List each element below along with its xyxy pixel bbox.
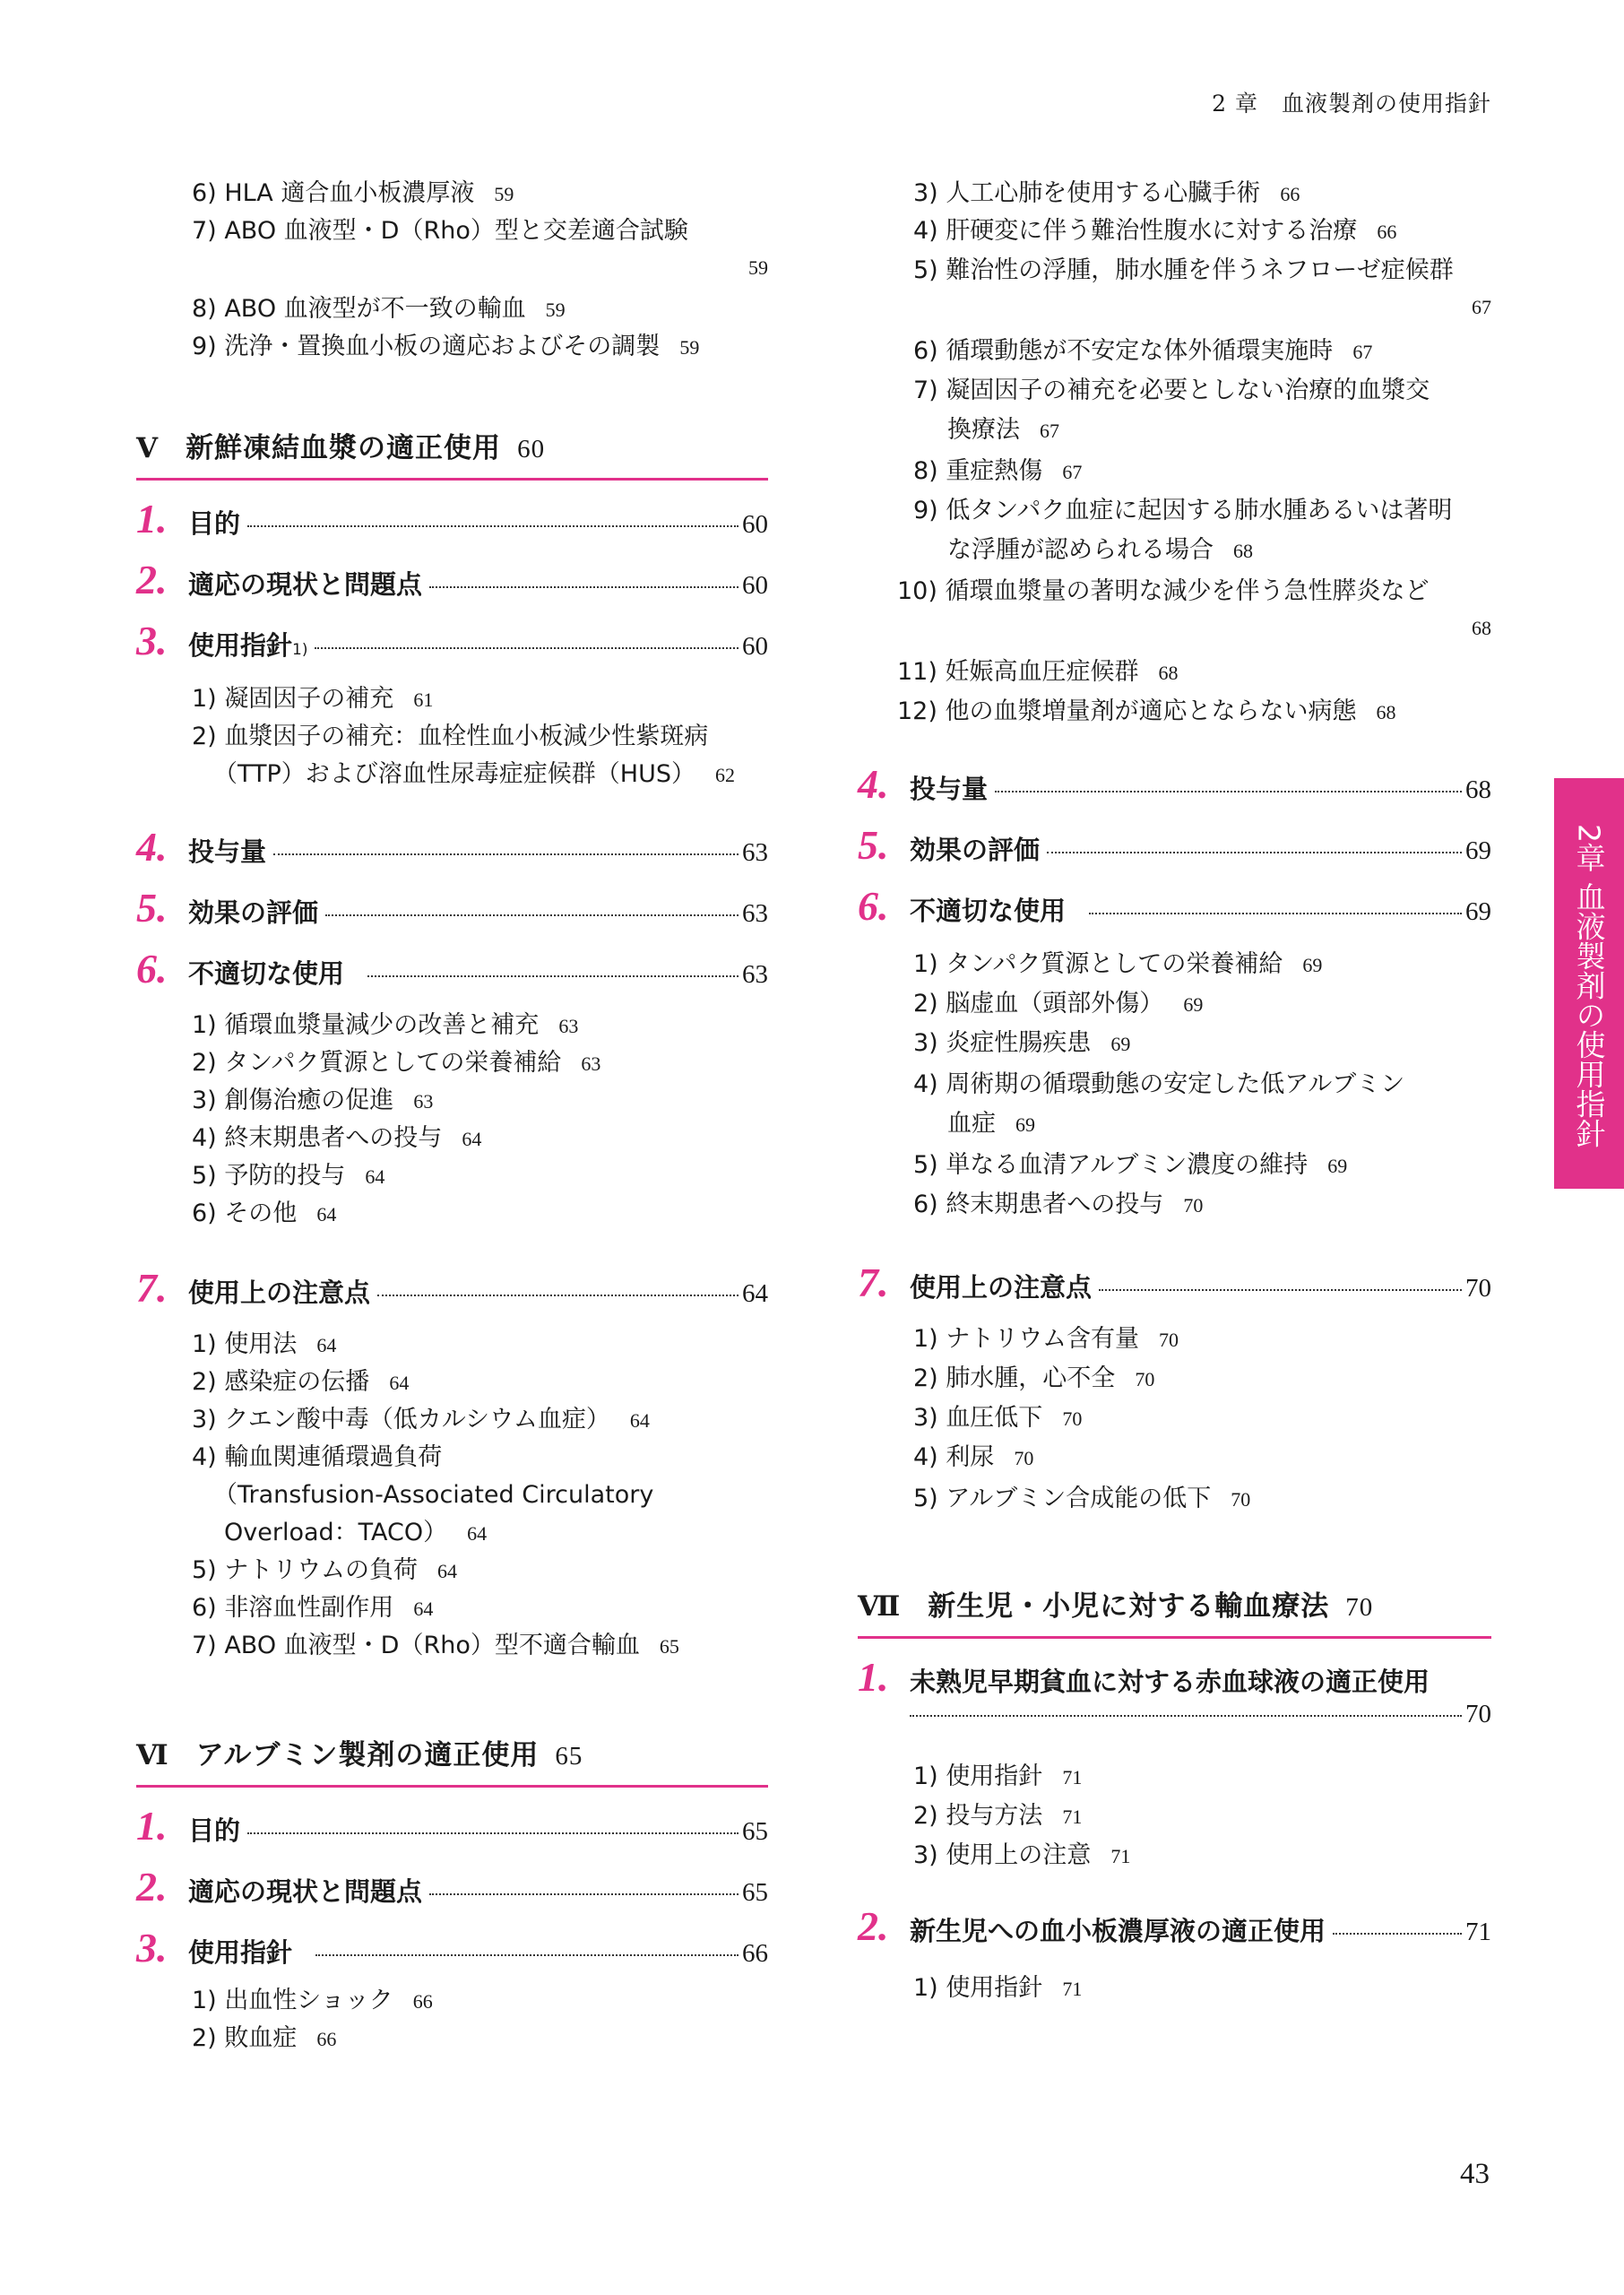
leader-dots bbox=[247, 525, 739, 527]
toc-item[interactable]: 3) クエン酸中毒（低カルシウム血症） 64 bbox=[192, 1406, 650, 1433]
section-entry[interactable]: 5. 効果の評価 69 bbox=[858, 822, 1491, 868]
toc-item-continuation: （Transfusion-Associated Circulatory bbox=[213, 1481, 654, 1509]
leader-dots bbox=[315, 1954, 739, 1956]
leader-dots bbox=[273, 853, 739, 855]
toc-item[interactable]: 4) 輸血関連循環過負荷 bbox=[192, 1443, 443, 1471]
chapter-title: アルブミン製剤の適正使用 bbox=[195, 1739, 540, 1771]
chapter-page: 65 bbox=[555, 1742, 583, 1771]
toc-item[interactable]: 5) ナトリウムの負荷 64 bbox=[192, 1556, 458, 1584]
leader-dots bbox=[367, 975, 739, 977]
leader-dots bbox=[995, 791, 1462, 792]
leader-dots bbox=[315, 647, 739, 649]
toc-item[interactable]: 2) 肺水腫，心不全 70 bbox=[913, 1364, 1155, 1392]
section-entry[interactable]: 1. 目的 65 bbox=[136, 1803, 768, 1849]
toc-item-continuation: 換療法 67 bbox=[947, 416, 1059, 444]
toc-item[interactable]: 7) ABO 血液型・D（Rho）型と交差適合試験 bbox=[192, 217, 688, 245]
page-number: 43 bbox=[1460, 2158, 1490, 2190]
toc-item[interactable]: 2) 血漿因子の補充：血栓性血小板減少性紫斑病 bbox=[192, 723, 709, 750]
toc-item-page: 59 bbox=[748, 256, 768, 279]
leader-dots bbox=[1333, 1933, 1462, 1935]
toc-item[interactable]: 2) タンパク質源としての栄養補給 63 bbox=[192, 1049, 601, 1077]
toc-item[interactable]: 5) 単なる血清アルブミン濃度の維持 69 bbox=[913, 1151, 1348, 1179]
toc-item[interactable]: 8) ABO 血液型が不一致の輸血 59 bbox=[192, 295, 566, 323]
chapter-page: 60 bbox=[517, 435, 546, 463]
toc-item[interactable]: 2) 敗血症 66 bbox=[192, 2024, 337, 2052]
toc-item-continuation: Overload：TACO） 64 bbox=[224, 1519, 488, 1546]
toc-item-page: 59 bbox=[494, 183, 514, 205]
toc-item[interactable]: 1) 使用指針 71 bbox=[913, 1974, 1083, 2002]
toc-item[interactable]: 5) 難治性の浮腫，肺水腫を伴うネフローゼ症候群 bbox=[913, 256, 1454, 284]
toc-item[interactable]: 7) 凝固因子の補充を必要としない治療的血漿交 bbox=[913, 377, 1430, 404]
leader-dots bbox=[910, 1715, 1462, 1717]
toc-item[interactable]: 6) 循環動態が不安定な体外循環実施時 67 bbox=[913, 337, 1373, 365]
chapter-heading[interactable]: Ⅶ 新生児・小児に対する輸血療法 70 bbox=[858, 1583, 1491, 1639]
toc-item[interactable]: 8) 重症熱傷 67 bbox=[913, 457, 1083, 485]
toc-item-title: 洗浄・置換血小板の適応およびその調製 bbox=[224, 333, 661, 360]
toc-item[interactable]: 2) 脳虚血（頭部外傷） 69 bbox=[913, 990, 1204, 1018]
section-entry[interactable]: 6. 不適切な使用 63 bbox=[136, 946, 768, 992]
toc-item-page: 59 bbox=[545, 299, 566, 321]
chapter-heading[interactable]: Ⅴ 新鮮凍結血漿の適正使用 60 bbox=[136, 425, 768, 481]
toc-item[interactable]: 12) 他の血漿増量剤が適応とならない病態 68 bbox=[897, 697, 1396, 725]
section-entry[interactable]: 3. 使用指針 66 bbox=[136, 1925, 768, 1970]
section-entry[interactable]: 3. 使用指針 $_{1)}$ 60 bbox=[136, 618, 768, 663]
toc-item[interactable]: 1) 使用指針 71 bbox=[913, 1762, 1083, 1790]
toc-item-title: ABO 血液型・D（Rho）型と交差適合試験 bbox=[224, 217, 688, 245]
section-entry[interactable]: 2. 新生児への血小板濃厚液の適正使用 71 bbox=[858, 1903, 1491, 1949]
toc-item[interactable]: 7) ABO 血液型・D（Rho）型不適合輸血 65 bbox=[192, 1632, 679, 1659]
toc-item[interactable]: 6) その他 64 bbox=[192, 1199, 337, 1227]
toc-item[interactable]: 1) 凝固因子の補充 61 bbox=[192, 685, 434, 713]
leader-dots bbox=[1099, 1289, 1462, 1291]
section-entry[interactable]: 2. 適応の現状と問題点 60 bbox=[136, 557, 768, 602]
chapter-page: 70 bbox=[1345, 1593, 1374, 1622]
chapter-heading[interactable]: Ⅵ アルブミン製剤の適正使用 65 bbox=[136, 1732, 768, 1788]
section-entry[interactable]: 7. 使用上の注意点 64 bbox=[136, 1265, 768, 1311]
toc-item[interactable]: 1) 循環血漿量減少の改善と補充 63 bbox=[192, 1011, 579, 1039]
toc-item-continuation: （TTP）および溶血性尿毒症症候群（HUS） 62 bbox=[213, 760, 735, 788]
toc-item[interactable]: 6) 終末期患者への投与 70 bbox=[913, 1191, 1204, 1218]
section-entry[interactable]: 2. 適応の現状と問題点 65 bbox=[136, 1864, 768, 1910]
toc-item-title: HLA 適合血小板濃厚液 bbox=[224, 179, 475, 207]
section-entry[interactable]: 1. 目的 60 bbox=[136, 496, 768, 541]
toc-item[interactable]: 4) 肝硬変に伴う難治性腹水に対する治療 66 bbox=[913, 217, 1397, 245]
toc-item[interactable]: 10) 循環血漿量の著明な減少を伴う急性膵炎など bbox=[897, 577, 1430, 605]
running-header: 2 章 血液製剤の使用指針 bbox=[1212, 91, 1491, 117]
toc-item[interactable]: 1) 使用法 64 bbox=[192, 1330, 337, 1358]
leader-dots bbox=[247, 1832, 739, 1834]
toc-item[interactable]: 3) 使用上の注意 71 bbox=[913, 1841, 1131, 1869]
toc-item-page: 59 bbox=[679, 336, 700, 359]
toc-item[interactable]: 5) アルブミン合成能の低下 70 bbox=[913, 1485, 1251, 1512]
toc-item[interactable]: 4) 周術期の循環動態の安定した低アルブミン bbox=[913, 1070, 1405, 1098]
toc-item[interactable]: 4) 終末期患者への投与 64 bbox=[192, 1124, 482, 1152]
toc-item[interactable]: 9) 低タンパク血症に起因する肺水腫あるいは著明 bbox=[913, 497, 1453, 524]
toc-item[interactable]: 6) 非溶血性副作用 64 bbox=[192, 1594, 434, 1622]
toc-item[interactable]: 5) 予防的投与 64 bbox=[192, 1162, 385, 1190]
toc-item[interactable]: 4) 利尿 70 bbox=[913, 1443, 1034, 1471]
toc-item[interactable]: 3) 血圧低下 70 bbox=[913, 1404, 1083, 1432]
toc-item-continuation: な浮腫が認められる場合 68 bbox=[947, 536, 1253, 564]
section-entry-leader: 70 bbox=[858, 1700, 1491, 1729]
toc-item[interactable]: 1) ナトリウム含有量 70 bbox=[913, 1325, 1179, 1353]
section-entry[interactable]: 7. 使用上の注意点 70 bbox=[858, 1260, 1491, 1305]
leader-dots bbox=[1089, 913, 1462, 914]
toc-item[interactable]: 3) 創傷治癒の促進 63 bbox=[192, 1087, 434, 1114]
section-entry[interactable]: 4. 投与量 68 bbox=[858, 761, 1491, 807]
section-entry[interactable]: 6. 不適切な使用 69 bbox=[858, 883, 1491, 929]
leader-dots bbox=[377, 1295, 739, 1296]
toc-item-title: ABO 血液型が不一致の輸血 bbox=[224, 295, 526, 323]
toc-item[interactable]: 2) 投与方法 71 bbox=[913, 1802, 1083, 1830]
toc-item[interactable]: 3) 炎症性腸疾患 69 bbox=[913, 1029, 1131, 1057]
toc-item[interactable]: 9) 洗浄・置換血小板の適応およびその調製 59 bbox=[192, 333, 700, 360]
leader-dots bbox=[1047, 852, 1462, 853]
section-entry[interactable]: 1. 未熟児早期貧血に対する赤血球液の適正使用 bbox=[858, 1654, 1430, 1700]
reference-superscript: 1) bbox=[292, 641, 308, 659]
section-entry[interactable]: 4. 投与量 63 bbox=[136, 824, 768, 870]
toc-item-continuation: 血症 69 bbox=[947, 1110, 1035, 1138]
toc-item[interactable]: 2) 感染症の伝播 64 bbox=[192, 1368, 410, 1396]
toc-item[interactable]: 1) タンパク質源としての栄養補給 69 bbox=[913, 950, 1323, 978]
chapter-title: 新鮮凍結血漿の適正使用 bbox=[186, 432, 502, 464]
leader-dots bbox=[325, 914, 739, 916]
toc-item[interactable]: 1) 出血性ショック 66 bbox=[192, 1987, 433, 2014]
chapter-title: 新生児・小児に対する輸血療法 bbox=[928, 1590, 1330, 1623]
toc-item[interactable]: 3) 人工心肺を使用する心臓手術 66 bbox=[913, 179, 1300, 207]
chapter-side-tab: 2章 血液製剤の使用指針 bbox=[1554, 778, 1624, 1189]
toc-item[interactable]: 11) 妊娠高血圧症候群 68 bbox=[897, 658, 1179, 686]
leader-dots bbox=[429, 1893, 739, 1895]
section-entry[interactable]: 5. 効果の評価 63 bbox=[136, 885, 768, 931]
toc-item[interactable]: 6) HLA 適合血小板濃厚液 59 bbox=[192, 179, 514, 207]
leader-dots bbox=[429, 586, 739, 588]
